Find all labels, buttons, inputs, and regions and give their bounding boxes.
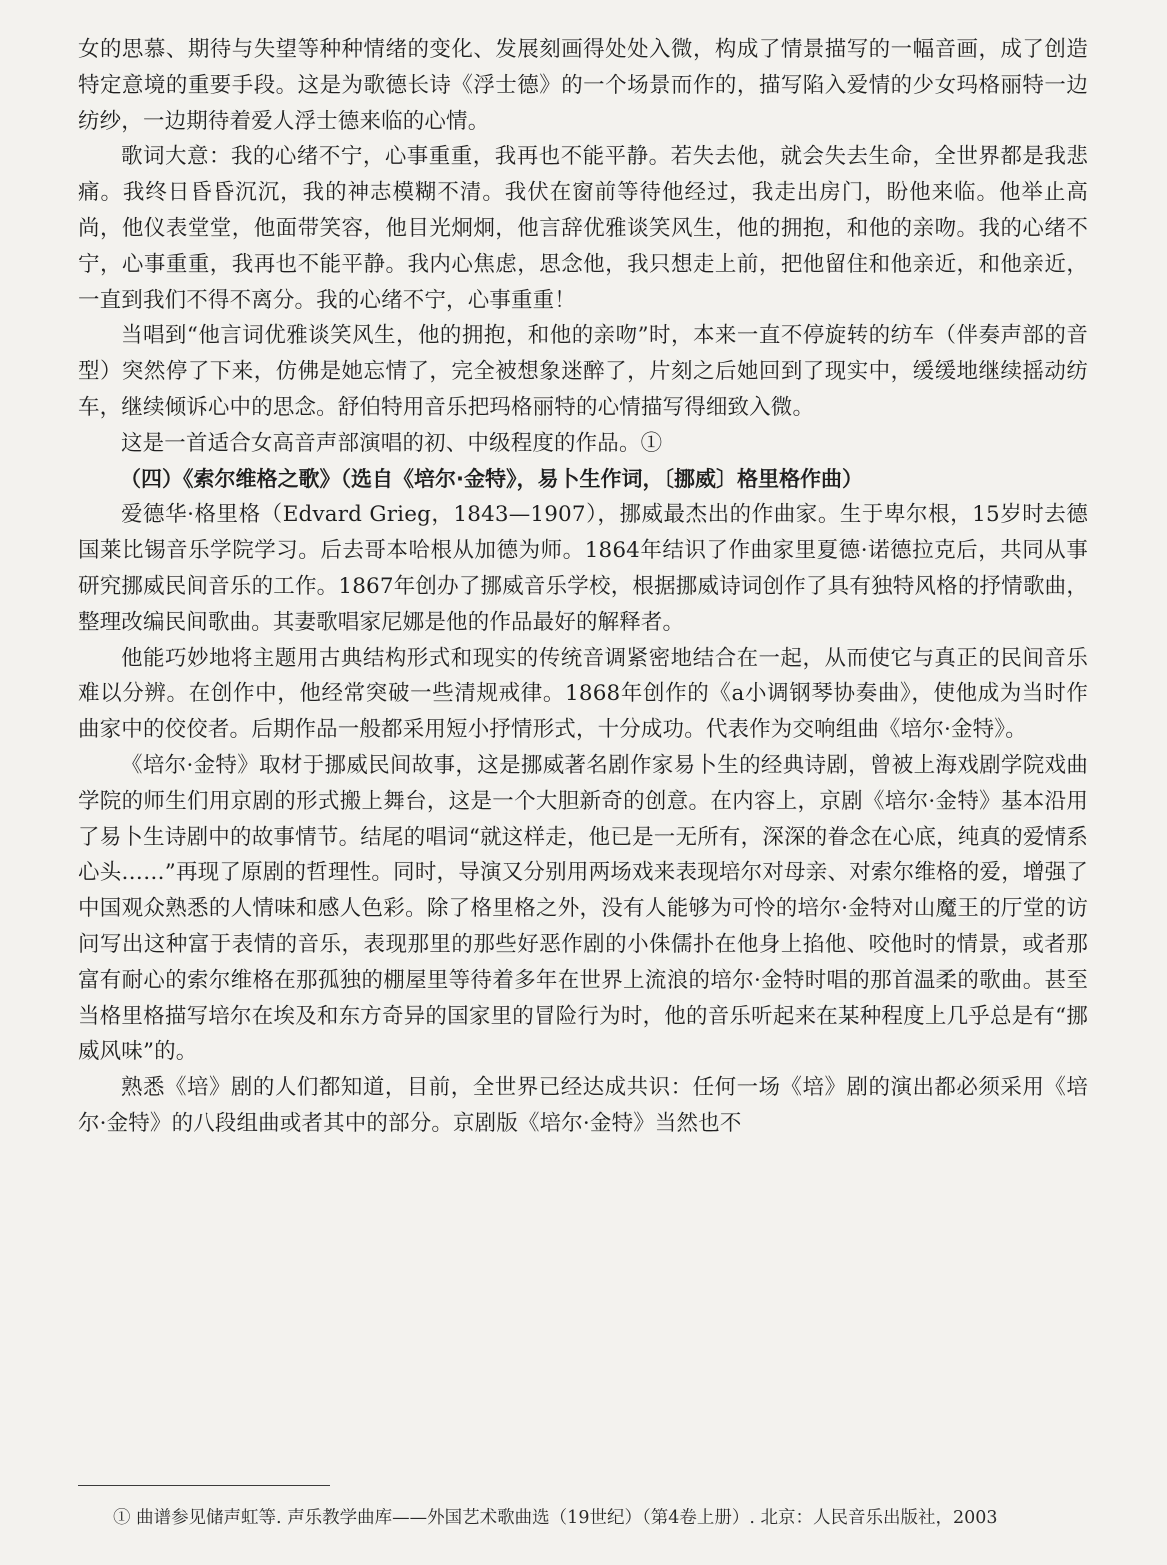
footnote-divider	[78, 1485, 330, 1486]
paragraph-peer-gynt-suite: 熟悉《培》剧的人们都知道，目前，全世界已经达成共识：任何一场《培》剧的演出都必须采用《培尔·金特》的八段组曲或者其中的部分。京剧版《培尔·金特》当然也不	[78, 1075, 1088, 1136]
paragraph-peer-gynt-opera: 《培尔·金特》取材于挪威民间故事，这是挪威著名剧作家易卜生的经典诗剧，曾被上海戏剧学院戏曲学院的师生们用京剧的形式搬上舞台，这是一个大胆新奇的创意。在内容上，京剧《培尔·金特》基本沿用了易卜生诗剧中的故事情节。结尾的唱词“就这样走，他已是一无所有，深深的眷念在心底，纯真的爱情系心头……”再现了原剧的哲理性。同时，导演又分别用两场戏来表现培尔对母亲、对索尔维格的爱，增强了中国观众熟悉的人情味和感人色彩。除了格里格之外，没有人能够为可怜的培尔·金特对山魔王的厅堂的访问写出这种富于表情的音乐，表现那里的那些好恶作剧的小侏儒扑在他身上掐他、咬他时的情景，或者那富有耐心的索尔维格在那孤独的棚屋里等待着多年在世界上流浪的培尔·金特时唱的那首温柔的歌曲。甚至当格里格描写培尔在埃及和东方奇异的国家里的冒险行为时，他的音乐听起来在某种程度上几乎总是有“挪威风味”的。	[78, 752, 1088, 1065]
paragraph-grieg-style: 他能巧妙地将主题用古典结构形式和现实的传统音调紧密地结合在一起，从而使它与真正的民间音乐难以分辨。在创作中，他经常突破一些清规戒律。1868年创作的《a小调钢琴协奏曲》，使他成为当时作曲家中的佼佼者。后期作品一般都采用短小抒情形式，十分成功。代表作为交响组曲《培尔·金特》。	[78, 645, 1088, 743]
section-heading-solveig-song: （四）《索尔维格之歌》（选自《培尔·金特》，易卜生作词，〔挪威〕格里格作曲）	[120, 466, 863, 491]
paragraph-grieg-biography: 爱德华·格里格（Edvard Grieg，1843—1907），挪威最杰出的作曲家。生于卑尔根，15岁时去德国莱比锡音乐学院学习。后去哥本哈根从加德为师。1864年结识了作曲家里夏德·诺德拉克后，共同从事研究挪威民间音乐的工作。1867年创办了挪威音乐学校，根据挪威诗词创作了具有独特风格的抒情歌曲，整理改编民间歌曲。其妻歌唱家尼娜是他的作品最好的解释者。	[78, 502, 1088, 635]
paragraph-spinning-wheel: 当唱到“他言词优雅谈笑风生，他的拥抱，和他的亲吻”时，本来一直不停旋转的纺车（伴奏声部的音型）突然停了下来，仿佛是她忘情了，完全被想象迷醉了，片刻之后她回到了现实中，缓缓地继续摇动纺车，继续倾诉心中的思念。舒伯特用音乐把玛格丽特的心情描写得细致入微。	[78, 323, 1088, 420]
paragraph-lyrics-summary: 歌词大意：我的心绪不宁，心事重重，我再也不能平静。若失去他，就会失去生命，全世界都是我悲痛。我终日昏昏沉沉，我的神志模糊不清。我伏在窗前等待他经过，我走出房门，盼他来临。他举止高尚，他仪表堂堂，他面带笑容，他目光炯炯，他言辞优雅谈笑风生，他的拥抱，和他的亲吻。我的心绪不宁，心事重重，我再也不能平静。我内心焦虑，思念他，我只想走上前，把他留住和他亲近，和他亲近，一直到我们不得不离分。我的心绪不宁，心事重重！	[78, 144, 1088, 313]
paragraph-gretchen-description: 女的思慕、期待与失望等种种情绪的变化、发展刻画得处处入微，构成了情景描写的一幅音画，成了创造特定意境的重要手段。这是为歌德长诗《浮士德》的一个场景而作的，描写陷入爱情的少女玛格丽特一边纺纱，一边期待着爱人浮士德来临的心情。	[78, 37, 1088, 134]
footnote-score-reference: ① 曲谱参见储声虹等. 声乐教学曲库——外国艺术歌曲选（19世纪）（第4卷上册）. 北京：人民音乐出版社，2003	[113, 1508, 998, 1528]
paragraph-suitability-note: 这是一首适合女高音声部演唱的初、中级程度的作品。①	[121, 430, 663, 456]
document-page	[78, 32, 1088, 1532]
